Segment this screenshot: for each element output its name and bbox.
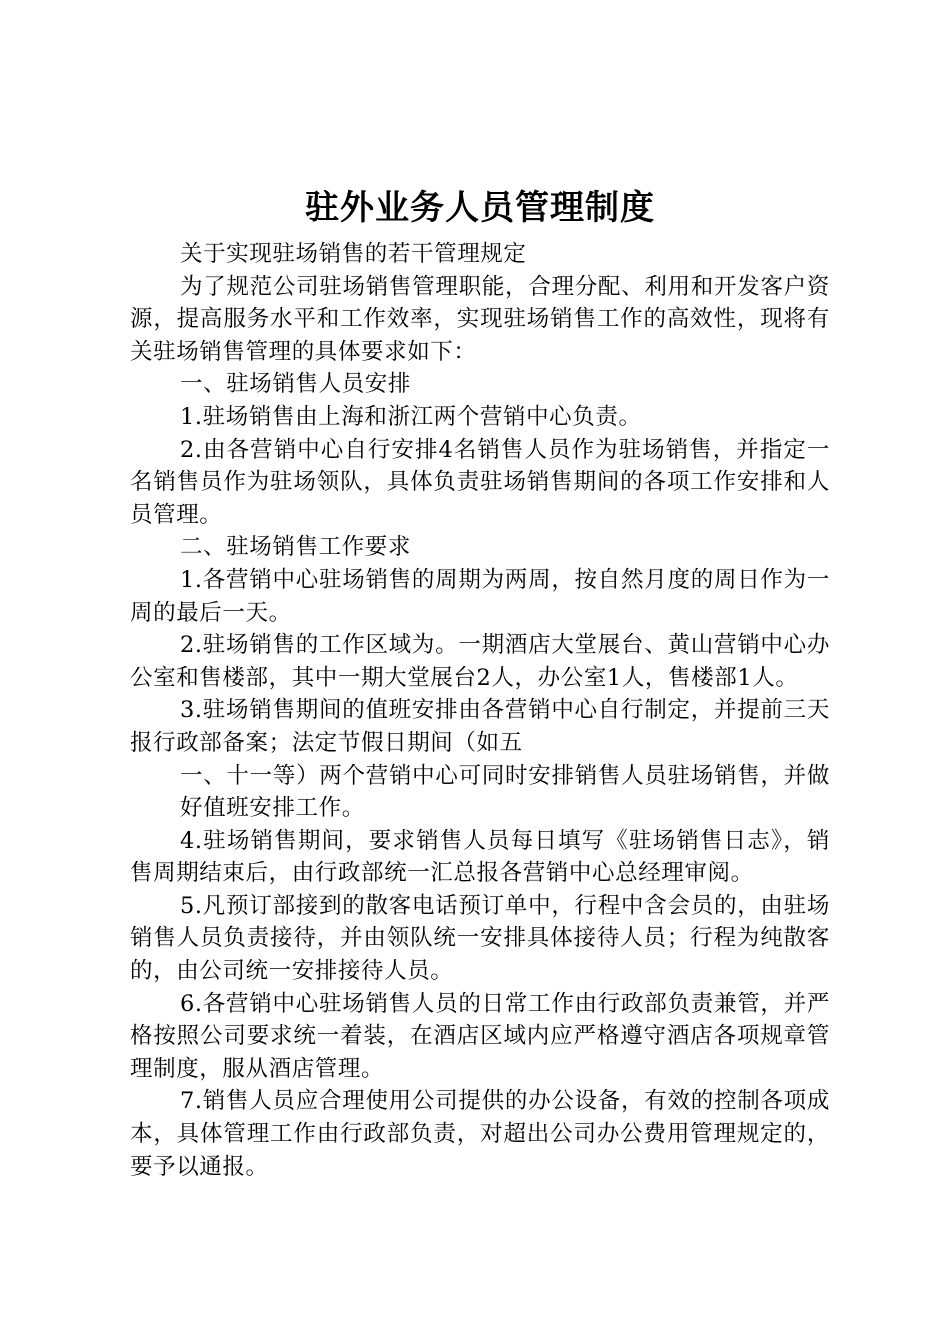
section2-item-1: 1.各营销中心驻场销售的周期为两周，按自然月度的周日作为一周的最后一天。: [130, 566, 830, 626]
section2-item-3-continued: 一、十一等）两个营销中心可同时安排销售人员驻场销售，并做好值班安排工作。: [180, 762, 830, 822]
section1-item-2: 2.由各营销中心自行安排4名销售人员作为驻场销售，并指定一名销售员作为驻场领队，具体负责驻场销售期间的各项工作安排和人员管理。: [130, 436, 830, 528]
section-heading-2: 二、驻场销售工作要求: [180, 534, 412, 561]
section2-item-4: 4.驻场销售期间，要求销售人员每日填写《驻场销售日志》，销售周期结束后，由行政部统一汇总报各营销中心总经理审阅。: [130, 827, 830, 887]
section2-item-2: 2.驻场销售的工作区域为。一期酒店大堂展台、黄山营销中心办公室和售楼部，其中一期大堂展台2人，办公室1人，售楼部1人。: [130, 632, 830, 691]
subtitle-paragraph: 关于实现驻场销售的若干管理规定: [180, 241, 527, 267]
section1-item-1: 1.驻场销售由上海和浙江两个营销中心负责。: [180, 403, 642, 430]
intro-paragraph: 为了规范公司驻场销售管理职能，合理分配、利用和开发客户资源，提高服务水平和工作效率，实现驻场销售工作的高效性，现将有关驻场销售管理的具体要求如下：: [130, 273, 830, 365]
section2-item-6: 6.各营销中心驻场销售人员的日常工作由行政部负责兼管，并严格按照公司要求统一着装，在酒店区域内应严格遵守酒店各项规章管理制度，服从酒店管理。: [130, 990, 830, 1082]
document-title: 驻外业务人员管理制度: [305, 188, 655, 228]
section2-item-7: 7.销售人员应合理使用公司提供的办公设备，有效的控制各项成本，具体管理工作由行政部负责，对超出公司办公费用管理规定的，要予以通报。: [130, 1088, 830, 1180]
section2-item-3: 3.驻场销售期间的值班安排由各营销中心自行制定，并提前三天报行政部备案；法定节假日期间（如五: [130, 697, 830, 756]
section-heading-1: 一、驻场销售人员安排: [180, 371, 412, 398]
section2-item-5: 5.凡预订部接到的散客电话预订单中，行程中含会员的，由驻场销售人员负责接待，并由领队统一安排具体接待人员；行程为纯散客的，由公司统一安排接待人员。: [130, 892, 830, 985]
document-page: [130, 182, 830, 1183]
